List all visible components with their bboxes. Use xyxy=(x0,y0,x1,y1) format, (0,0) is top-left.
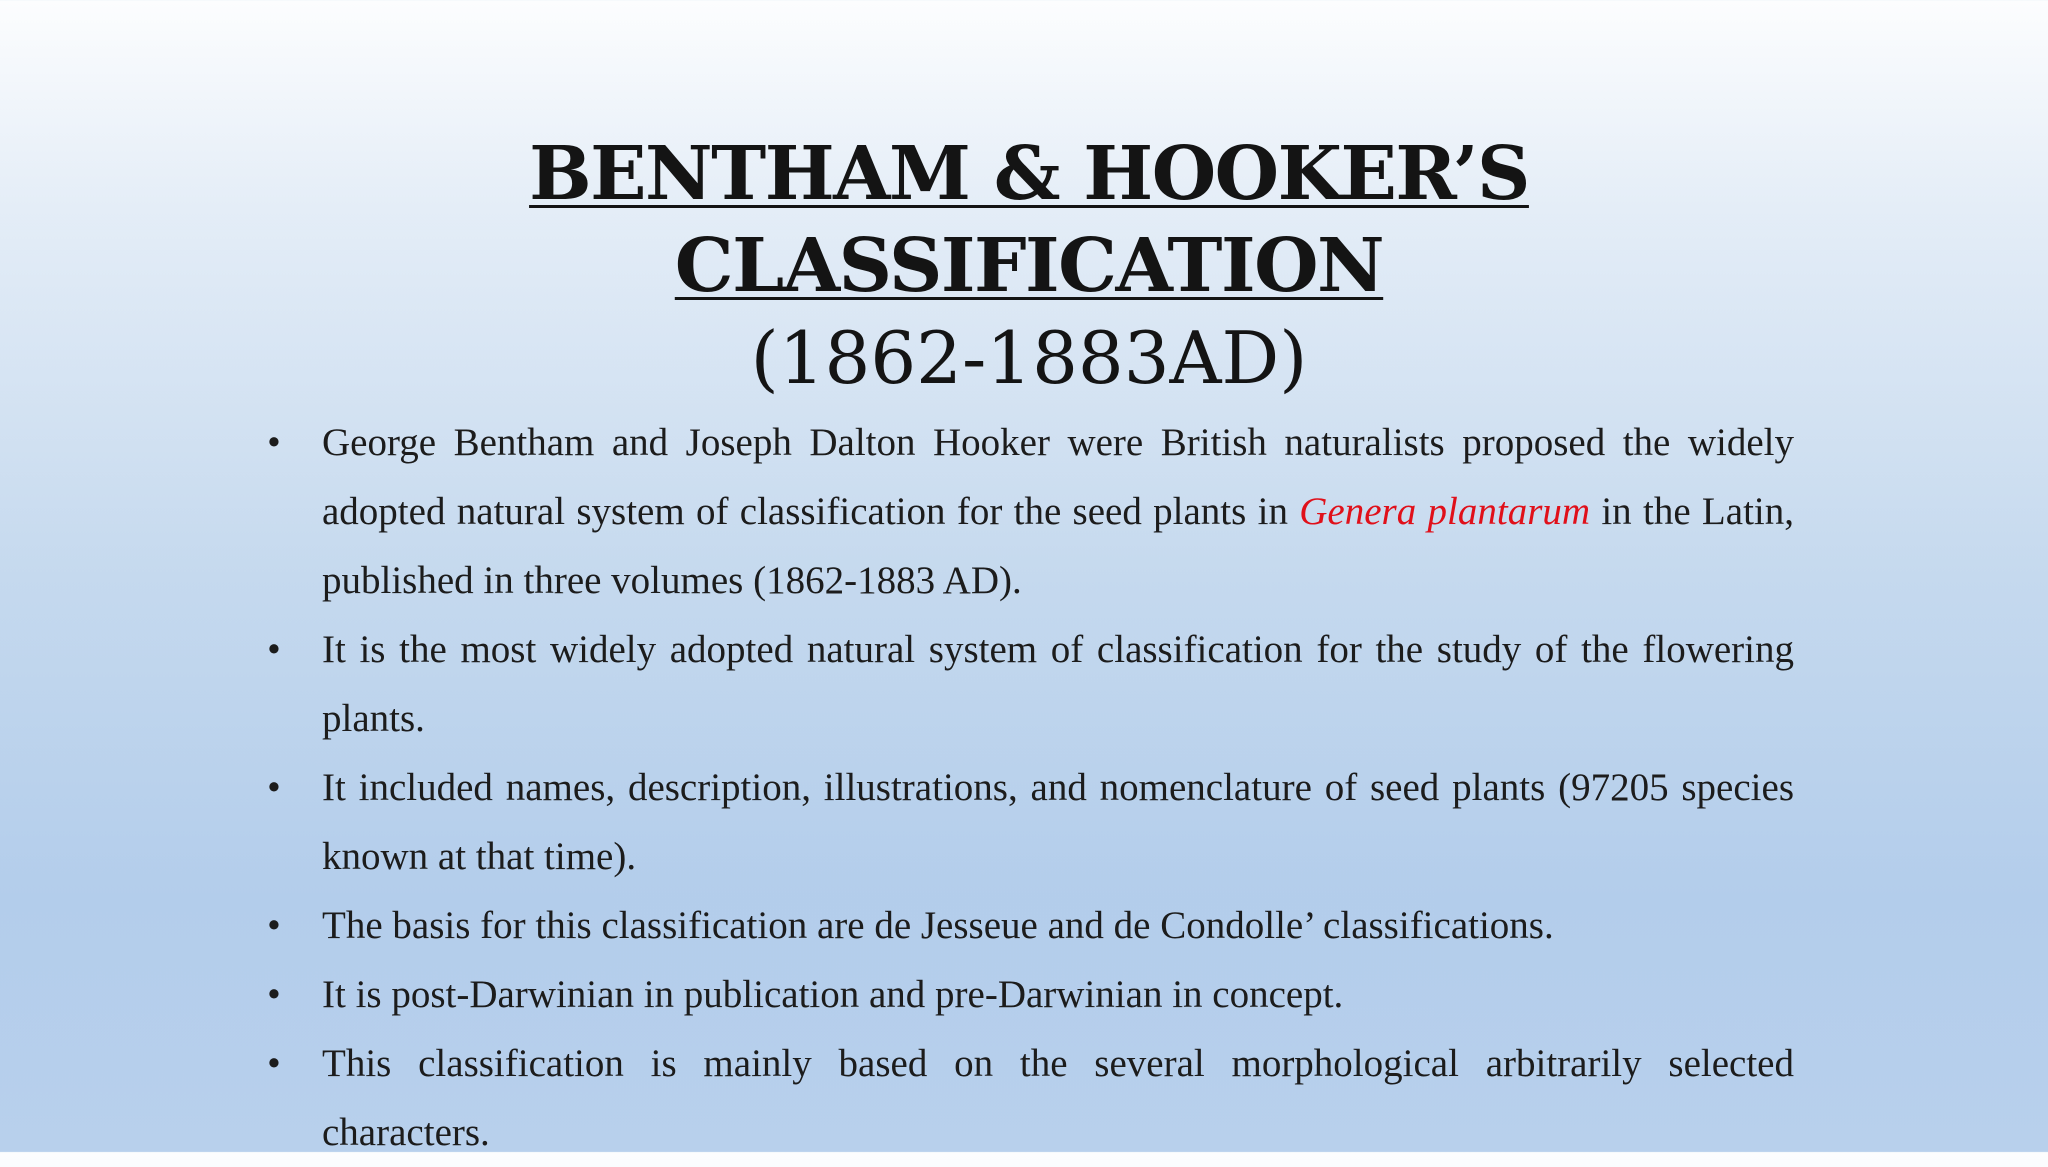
slide-title xyxy=(0,128,2048,404)
bullet-text: George Bentham and Joseph Dalton Hooker were British naturalists proposed the widely adopted natural system of classification for the seed plants in xyxy=(322,421,1794,533)
bullet-dot: • xyxy=(267,628,281,671)
bullet-dot: • xyxy=(267,904,281,947)
bullet-dot: • xyxy=(267,1042,281,1085)
bullet-text: It is post-Darwinian in publication and pre-Darwinian in concept. xyxy=(322,973,1344,1016)
bullet-item xyxy=(262,408,1794,615)
bullet-list xyxy=(262,408,1794,1167)
bullet-text: It is the most widely adopted natural system of classification for the study of the flowering plants. xyxy=(322,628,1794,740)
bullet-text: It included names, description, illustrations, and nomenclature of seed plants (97205 species known at that time). xyxy=(322,766,1794,878)
bullet-dot: • xyxy=(267,973,281,1016)
bullet-item xyxy=(262,891,1794,960)
bullet-item xyxy=(262,1029,1794,1167)
title-line-1: BENTHAM & HOOKER’S xyxy=(529,131,1529,217)
title-years: (1862-1883AD) xyxy=(750,316,1308,400)
bullet-item xyxy=(262,753,1794,891)
bullet-text: This classification is mainly based on the several morphological arbitrarily selected characters. xyxy=(322,1042,1794,1154)
title-line-2: CLASSIFICATION xyxy=(674,223,1384,309)
bullet-item xyxy=(262,960,1794,1029)
latin-name: Genera plantarum xyxy=(1299,490,1591,533)
bullet-dot: • xyxy=(267,766,281,809)
bullet-text: The basis for this classification are de Jesseue and de Condolle’ classifications. xyxy=(322,904,1554,947)
bullet-text: in the Latin, published in three volumes (1862-1883 AD). xyxy=(322,490,1794,602)
bullet-dot: • xyxy=(267,421,281,464)
bullet-item xyxy=(262,615,1794,753)
